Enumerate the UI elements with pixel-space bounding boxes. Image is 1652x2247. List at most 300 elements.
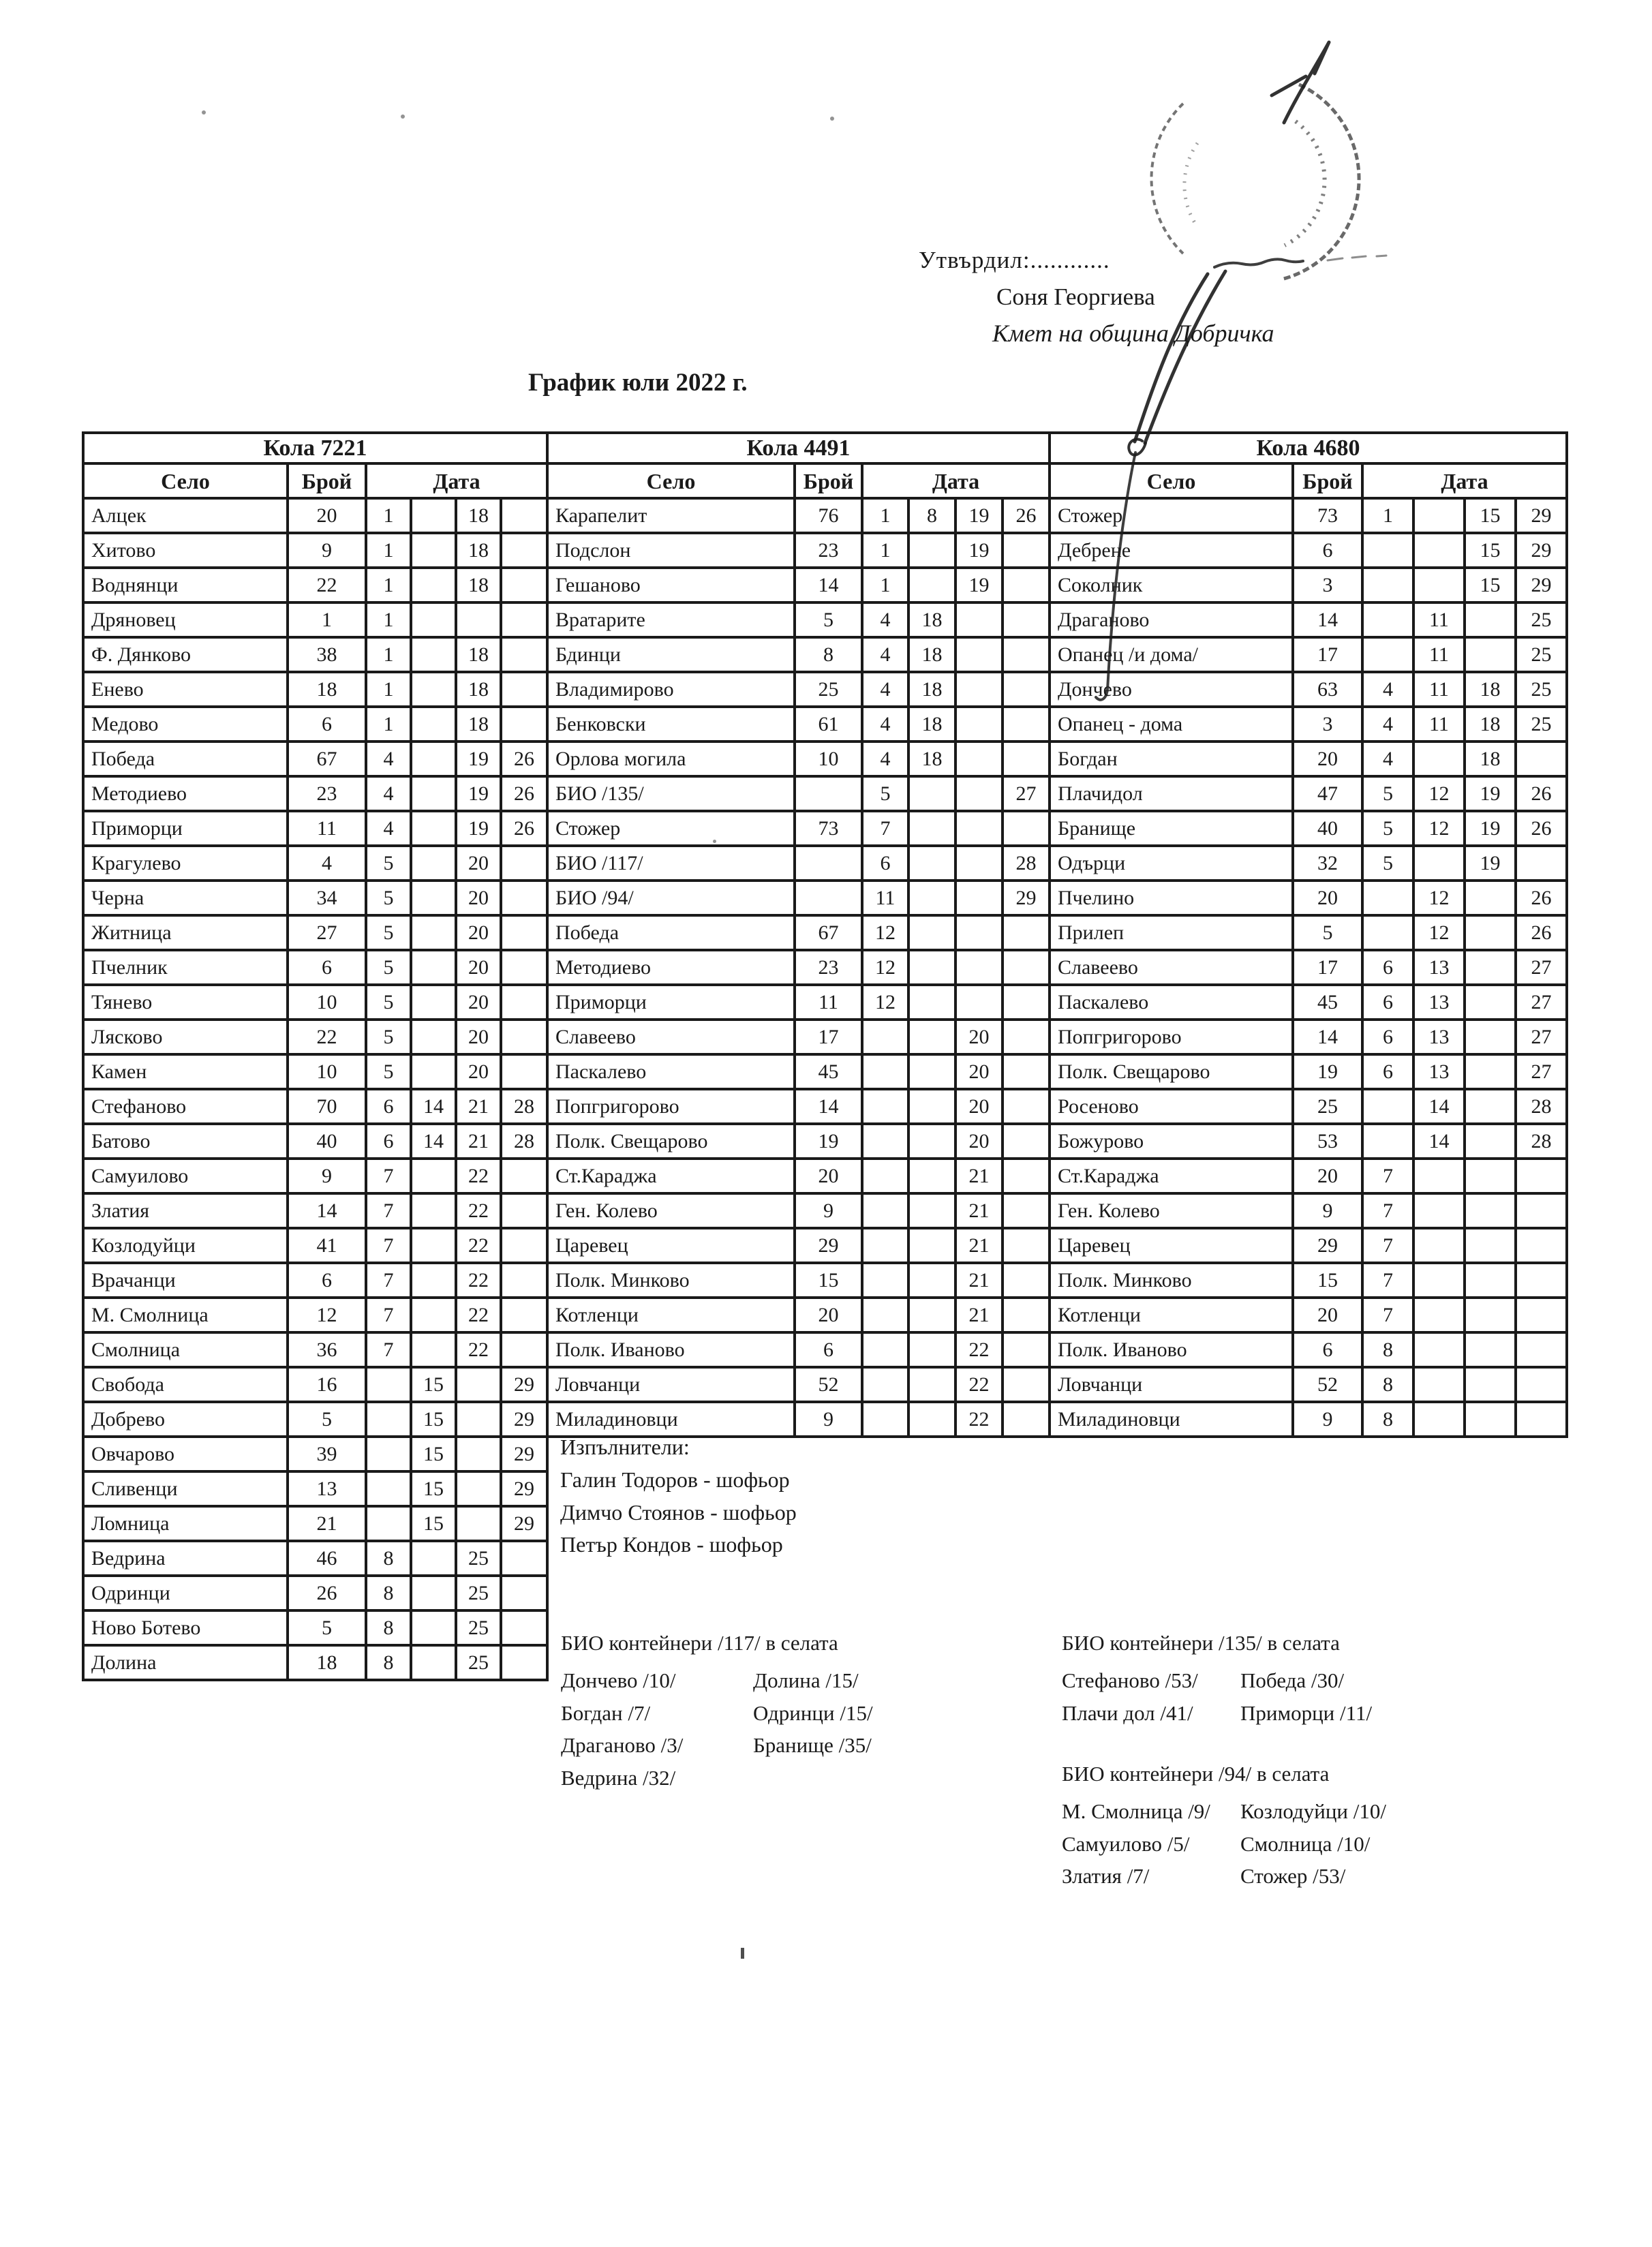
- scan-speck: [830, 117, 834, 121]
- date-cell: [1413, 1159, 1465, 1193]
- table-row: [83, 1576, 547, 1610]
- table-row: [83, 1020, 547, 1054]
- table-row: [547, 1020, 1050, 1054]
- count-cell: 70: [288, 1089, 366, 1124]
- date-cell: [501, 498, 547, 533]
- count-cell: 18: [288, 672, 366, 707]
- village-cell: Свобода: [83, 1367, 288, 1402]
- date-cell: [908, 533, 955, 568]
- count-cell: 15: [795, 1263, 862, 1298]
- date-cell: 11: [1413, 707, 1465, 742]
- date-cell: 7: [1362, 1193, 1413, 1228]
- date-cell: 18: [908, 707, 955, 742]
- bio-village-entry: Долина /15/: [753, 1668, 859, 1692]
- date-cell: 11: [1413, 637, 1465, 672]
- date-cell: 20: [955, 1054, 1003, 1089]
- village-cell: Богдан: [1050, 742, 1293, 776]
- column-header-row: [83, 463, 547, 498]
- village-cell: Орлова могила: [547, 742, 795, 776]
- bio-village-entry: Бранище /35/: [753, 1733, 872, 1757]
- village-cell: Ново Ботево: [83, 1610, 288, 1645]
- date-cell: 26: [1516, 881, 1567, 915]
- table-row: [547, 707, 1050, 742]
- count-cell: 6: [288, 707, 366, 742]
- village-cell: М. Смолница: [83, 1298, 288, 1332]
- count-cell: 73: [1293, 498, 1362, 533]
- date-cell: [1003, 1298, 1050, 1332]
- date-cell: [862, 1089, 908, 1124]
- signature-top-hook: [1272, 42, 1329, 123]
- date-cell: [862, 1298, 908, 1332]
- date-cell: [1465, 985, 1516, 1020]
- table-row: [83, 1263, 547, 1298]
- bio-row: [561, 1697, 873, 1730]
- date-cell: [411, 846, 456, 881]
- date-cell: 5: [366, 985, 411, 1020]
- date-cell: 26: [1516, 811, 1567, 846]
- date-column-header: Дата: [862, 463, 1050, 498]
- count-cell: 17: [795, 1020, 862, 1054]
- date-cell: 20: [456, 1020, 501, 1054]
- date-cell: 28: [1003, 846, 1050, 881]
- count-cell: 46: [288, 1541, 366, 1576]
- date-cell: [1003, 1089, 1050, 1124]
- village-cell: Полк. Минково: [547, 1263, 795, 1298]
- village-cell: Ломница: [83, 1506, 288, 1541]
- date-cell: 13: [1413, 950, 1465, 985]
- table-row: [83, 602, 547, 637]
- table-row: [1050, 742, 1567, 776]
- date-cell: [955, 915, 1003, 950]
- count-cell: 13: [288, 1471, 366, 1506]
- count-cell: 6: [795, 1332, 862, 1367]
- date-cell: 6: [1362, 985, 1413, 1020]
- date-cell: [1003, 1332, 1050, 1367]
- date-cell: 21: [955, 1298, 1003, 1332]
- table-row: [1050, 1159, 1567, 1193]
- table-row: [547, 637, 1050, 672]
- date-cell: [862, 1263, 908, 1298]
- date-cell: 22: [456, 1332, 501, 1367]
- village-cell: Ген. Колево: [1050, 1193, 1293, 1228]
- date-cell: 7: [366, 1298, 411, 1332]
- count-cell: 17: [1293, 950, 1362, 985]
- date-cell: 20: [456, 950, 501, 985]
- village-cell: Победа: [83, 742, 288, 776]
- date-cell: [1413, 1367, 1465, 1402]
- table-row: [1050, 1020, 1567, 1054]
- date-cell: [1362, 915, 1413, 950]
- date-cell: 26: [1516, 776, 1567, 811]
- count-cell: 4: [288, 846, 366, 881]
- date-cell: 18: [456, 707, 501, 742]
- table-row: [83, 950, 547, 985]
- date-column-header: Дата: [1362, 463, 1567, 498]
- date-cell: [1413, 1402, 1465, 1437]
- count-cell: 19: [795, 1124, 862, 1159]
- village-cell: Одърци: [1050, 846, 1293, 881]
- date-cell: 26: [1516, 915, 1567, 950]
- count-cell: 6: [288, 950, 366, 985]
- date-cell: 7: [862, 811, 908, 846]
- date-cell: 8: [366, 1610, 411, 1645]
- count-cell: 14: [795, 1089, 862, 1124]
- village-column-header: Село: [547, 463, 795, 498]
- date-cell: [1362, 881, 1413, 915]
- table-row: [547, 950, 1050, 985]
- date-cell: [411, 1020, 456, 1054]
- village-cell: Козлодуйци: [83, 1228, 288, 1263]
- date-cell: [411, 1054, 456, 1089]
- date-cell: [1516, 846, 1567, 881]
- count-cell: 5: [288, 1610, 366, 1645]
- date-cell: 25: [456, 1610, 501, 1645]
- table-row: [547, 985, 1050, 1020]
- village-cell: Воднянци: [83, 568, 288, 602]
- date-cell: [908, 915, 955, 950]
- date-cell: [908, 811, 955, 846]
- count-cell: 20: [1293, 881, 1362, 915]
- date-cell: 5: [366, 1054, 411, 1089]
- date-cell: 1: [366, 568, 411, 602]
- table-row: [1050, 915, 1567, 950]
- date-cell: [1003, 637, 1050, 672]
- table-row: [1050, 811, 1567, 846]
- scan-speck: [713, 840, 716, 843]
- table-row: [83, 533, 547, 568]
- date-cell: [862, 1367, 908, 1402]
- date-cell: [1413, 568, 1465, 602]
- village-cell: Попгригорово: [547, 1089, 795, 1124]
- date-cell: 25: [1516, 707, 1567, 742]
- date-cell: [955, 742, 1003, 776]
- date-cell: 7: [1362, 1263, 1413, 1298]
- date-cell: [411, 881, 456, 915]
- date-cell: [411, 950, 456, 985]
- date-cell: 22: [955, 1332, 1003, 1367]
- date-cell: 12: [1413, 811, 1465, 846]
- date-cell: [501, 915, 547, 950]
- date-cell: [1516, 742, 1567, 776]
- date-cell: [366, 1367, 411, 1402]
- date-cell: 7: [366, 1228, 411, 1263]
- date-cell: 21: [955, 1193, 1003, 1228]
- village-cell: Росеново: [1050, 1089, 1293, 1124]
- count-cell: 76: [795, 498, 862, 533]
- village-cell: Камен: [83, 1054, 288, 1089]
- date-cell: [955, 881, 1003, 915]
- date-cell: [501, 602, 547, 637]
- count-cell: 22: [288, 568, 366, 602]
- table-row: [83, 1298, 547, 1332]
- date-cell: 5: [1362, 776, 1413, 811]
- date-cell: [456, 1437, 501, 1471]
- date-cell: [1465, 602, 1516, 637]
- date-cell: [1003, 1054, 1050, 1089]
- date-cell: 22: [955, 1367, 1003, 1402]
- date-cell: 4: [862, 637, 908, 672]
- table-row: [1050, 637, 1567, 672]
- date-cell: 15: [411, 1402, 456, 1437]
- count-cell: [795, 881, 862, 915]
- date-cell: 8: [1362, 1367, 1413, 1402]
- table-row: [83, 568, 547, 602]
- date-cell: 8: [908, 498, 955, 533]
- village-cell: Черна: [83, 881, 288, 915]
- date-cell: [1003, 533, 1050, 568]
- date-cell: [501, 1054, 547, 1089]
- date-cell: [1465, 1193, 1516, 1228]
- bio-block-title: БИО контейнери /94/ в селата: [1062, 1762, 1330, 1786]
- date-cell: 1: [1362, 498, 1413, 533]
- count-cell: 10: [288, 1054, 366, 1089]
- date-cell: [456, 1506, 501, 1541]
- date-cell: [501, 846, 547, 881]
- date-cell: 18: [456, 637, 501, 672]
- date-cell: [501, 707, 547, 742]
- date-cell: [908, 1159, 955, 1193]
- date-cell: 18: [1465, 707, 1516, 742]
- date-cell: 14: [1413, 1124, 1465, 1159]
- village-cell: Паскалево: [1050, 985, 1293, 1020]
- village-cell: Дебрене: [1050, 533, 1293, 568]
- page-title: График юли 2022 г.: [528, 369, 748, 397]
- village-cell: Паскалево: [547, 1054, 795, 1089]
- village-cell: Полк. Иваново: [547, 1332, 795, 1367]
- date-cell: [908, 1402, 955, 1437]
- date-cell: 27: [1516, 1020, 1567, 1054]
- date-cell: [955, 985, 1003, 1020]
- village-cell: Драганово: [1050, 602, 1293, 637]
- table-row: [1050, 1193, 1567, 1228]
- date-cell: 18: [456, 498, 501, 533]
- date-cell: 15: [1465, 533, 1516, 568]
- date-cell: 18: [456, 533, 501, 568]
- date-cell: 5: [862, 776, 908, 811]
- village-cell: Бранище: [1050, 811, 1293, 846]
- date-cell: [908, 881, 955, 915]
- date-cell: 13: [1413, 1054, 1465, 1089]
- date-cell: 25: [1516, 672, 1567, 707]
- signature-long-stroke-1: [1145, 271, 1225, 443]
- date-cell: 4: [366, 811, 411, 846]
- count-cell: 40: [288, 1124, 366, 1159]
- date-cell: 12: [862, 985, 908, 1020]
- count-cell: 19: [1293, 1054, 1362, 1089]
- signature-tail-dashes: [1328, 256, 1386, 260]
- date-cell: 1: [862, 498, 908, 533]
- count-cell: 73: [795, 811, 862, 846]
- date-cell: [501, 1610, 547, 1645]
- date-cell: [1465, 1089, 1516, 1124]
- village-cell: Славеево: [547, 1020, 795, 1054]
- table-row: [1050, 602, 1567, 637]
- date-cell: 25: [1516, 637, 1567, 672]
- date-cell: [1003, 1193, 1050, 1228]
- date-cell: [1003, 950, 1050, 985]
- village-cell: Методиево: [547, 950, 795, 985]
- date-cell: [1003, 742, 1050, 776]
- date-cell: [1465, 1020, 1516, 1054]
- table-row: [547, 811, 1050, 846]
- village-cell: Ст.Караджа: [1050, 1159, 1293, 1193]
- bio-village-entry: Плачи дол /41/: [1062, 1700, 1193, 1725]
- count-cell: 32: [1293, 846, 1362, 881]
- table-row: [83, 637, 547, 672]
- bio-row: [561, 1762, 873, 1794]
- date-cell: [1003, 672, 1050, 707]
- bio-village-entry: Стожер /53/: [1240, 1864, 1346, 1888]
- date-cell: 7: [1362, 1228, 1413, 1263]
- village-cell: Полк. Минково: [1050, 1263, 1293, 1298]
- count-column-header: Брой: [1293, 463, 1362, 498]
- date-cell: 5: [366, 881, 411, 915]
- village-cell: БИО /94/: [547, 881, 795, 915]
- bio-containers-135-block: [1062, 1626, 1372, 1729]
- count-cell: 36: [288, 1332, 366, 1367]
- date-cell: 1: [862, 533, 908, 568]
- date-cell: 22: [456, 1228, 501, 1263]
- date-cell: [501, 985, 547, 1020]
- date-cell: [862, 1193, 908, 1228]
- date-cell: [411, 1263, 456, 1298]
- date-cell: 27: [1516, 1054, 1567, 1089]
- table-row: [547, 533, 1050, 568]
- date-cell: 4: [862, 672, 908, 707]
- table-row: [1050, 1054, 1567, 1089]
- date-cell: [501, 1645, 547, 1680]
- date-cell: 1: [366, 602, 411, 637]
- village-cell: Тянево: [83, 985, 288, 1020]
- table-row: [547, 568, 1050, 602]
- date-cell: 19: [955, 568, 1003, 602]
- date-cell: [908, 1298, 955, 1332]
- date-cell: [501, 1263, 547, 1298]
- date-cell: [1413, 846, 1465, 881]
- table-row: [547, 1124, 1050, 1159]
- executors-block: [560, 1430, 797, 1561]
- count-cell: 18: [288, 1645, 366, 1680]
- table-row: [1050, 568, 1567, 602]
- date-cell: 27: [1516, 985, 1567, 1020]
- date-cell: [411, 1193, 456, 1228]
- date-cell: 26: [501, 742, 547, 776]
- bio-village-entry: Победа /30/: [1240, 1668, 1345, 1692]
- table-row: [547, 1054, 1050, 1089]
- date-cell: [411, 533, 456, 568]
- date-cell: 20: [456, 915, 501, 950]
- date-cell: [411, 742, 456, 776]
- count-cell: 6: [288, 1263, 366, 1298]
- village-cell: Божурово: [1050, 1124, 1293, 1159]
- date-cell: [366, 1506, 411, 1541]
- date-cell: [501, 533, 547, 568]
- village-cell: Хитово: [83, 533, 288, 568]
- village-cell: Полк. Свещарово: [1050, 1054, 1293, 1089]
- table-row: [83, 1506, 547, 1541]
- table-row: [83, 1124, 547, 1159]
- count-cell: 12: [288, 1298, 366, 1332]
- count-cell: 38: [288, 637, 366, 672]
- table-row: [547, 915, 1050, 950]
- village-cell: Алцек: [83, 498, 288, 533]
- village-cell: Лясково: [83, 1020, 288, 1054]
- date-cell: 26: [1003, 498, 1050, 533]
- schedule-table-4680: [1048, 431, 1568, 1438]
- date-cell: 15: [411, 1506, 456, 1541]
- village-cell: Житница: [83, 915, 288, 950]
- table-row: [83, 1228, 547, 1263]
- date-cell: 14: [1413, 1089, 1465, 1124]
- date-cell: [862, 1020, 908, 1054]
- date-cell: 5: [366, 915, 411, 950]
- count-cell: 8: [795, 637, 862, 672]
- date-cell: 19: [1465, 811, 1516, 846]
- date-cell: 18: [456, 568, 501, 602]
- date-cell: 18: [1465, 672, 1516, 707]
- date-cell: 20: [955, 1020, 1003, 1054]
- date-cell: 25: [1516, 602, 1567, 637]
- bio-village-entry: Дончево /10/: [561, 1668, 676, 1692]
- date-cell: [1003, 1159, 1050, 1193]
- date-cell: [862, 1332, 908, 1367]
- scan-speck: [202, 110, 206, 114]
- date-cell: 18: [908, 742, 955, 776]
- count-cell: [795, 776, 862, 811]
- bio-village-entry: Одринци /15/: [753, 1700, 873, 1725]
- car-label: Кола 4680: [1050, 433, 1567, 463]
- date-cell: [1465, 1228, 1516, 1263]
- village-cell: Прилеп: [1050, 915, 1293, 950]
- date-cell: [1362, 637, 1413, 672]
- village-cell: Долина: [83, 1645, 288, 1680]
- bio-row: [1062, 1697, 1372, 1730]
- date-cell: 21: [955, 1159, 1003, 1193]
- date-cell: [1413, 1332, 1465, 1367]
- count-cell: 6: [1293, 533, 1362, 568]
- date-cell: [1003, 568, 1050, 602]
- column-header-row: [1050, 463, 1567, 498]
- count-cell: 45: [1293, 985, 1362, 1020]
- date-cell: [1516, 1263, 1567, 1298]
- table-row: [83, 1089, 547, 1124]
- date-cell: 25: [456, 1541, 501, 1576]
- date-cell: 15: [411, 1471, 456, 1506]
- count-cell: 9: [1293, 1402, 1362, 1437]
- date-cell: [501, 1541, 547, 1576]
- village-cell: Добрево: [83, 1402, 288, 1437]
- table-row: [547, 1367, 1050, 1402]
- date-cell: 28: [501, 1089, 547, 1124]
- date-cell: [1003, 1402, 1050, 1437]
- date-cell: [955, 637, 1003, 672]
- date-cell: [1465, 1054, 1516, 1089]
- count-cell: 16: [288, 1367, 366, 1402]
- table-row: [83, 742, 547, 776]
- date-cell: [1003, 1020, 1050, 1054]
- date-cell: 19: [456, 742, 501, 776]
- bio-village-entry: Драганово /3/: [561, 1733, 684, 1757]
- table-row: [1050, 1332, 1567, 1367]
- table-row: [1050, 1367, 1567, 1402]
- date-cell: 29: [501, 1437, 547, 1471]
- table-row: [547, 1159, 1050, 1193]
- village-cell: Попгригорово: [1050, 1020, 1293, 1054]
- date-cell: [411, 811, 456, 846]
- date-cell: 28: [1516, 1089, 1567, 1124]
- date-cell: [955, 776, 1003, 811]
- count-cell: 21: [288, 1506, 366, 1541]
